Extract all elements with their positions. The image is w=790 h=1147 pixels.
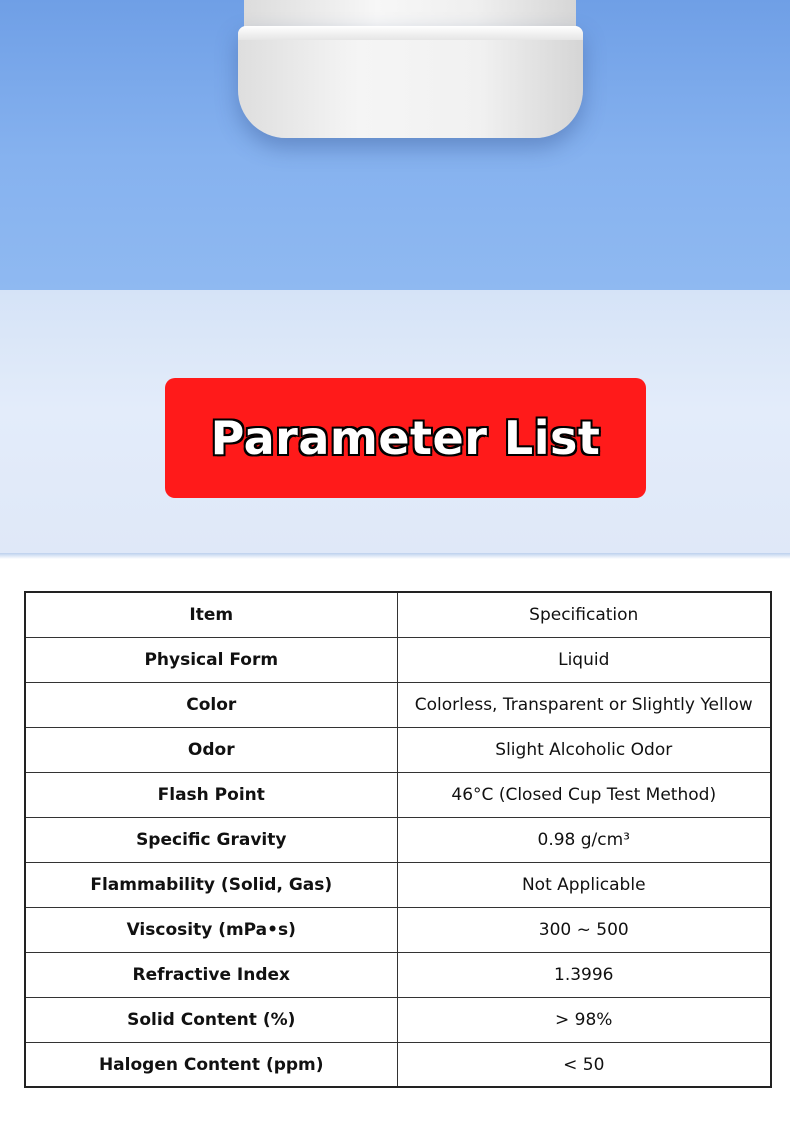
title-banner	[165, 378, 646, 498]
parameter-table-container	[24, 591, 770, 1088]
table-row	[25, 682, 771, 727]
row-spec: Not Applicable	[397, 862, 771, 907]
bottle-image	[238, 0, 583, 138]
bottle-cap-ridge	[238, 26, 583, 40]
row-spec: > 98%	[397, 997, 771, 1042]
row-spec: Liquid	[397, 637, 771, 682]
table-row	[25, 997, 771, 1042]
header-specification: Specification	[397, 592, 771, 637]
product-hero-image	[0, 0, 790, 290]
row-spec: Slight Alcoholic Odor	[397, 727, 771, 772]
row-item: Flammability (Solid, Gas)	[25, 862, 397, 907]
row-item: Solid Content (%)	[25, 997, 397, 1042]
page-title: Parameter List	[210, 411, 601, 465]
band-divider	[0, 553, 790, 559]
row-spec: Colorless, Transparent or Slightly Yellow	[397, 682, 771, 727]
row-item: Viscosity (mPa•s)	[25, 907, 397, 952]
table-row	[25, 727, 771, 772]
row-item: Refractive Index	[25, 952, 397, 997]
table-row	[25, 637, 771, 682]
table-row	[25, 907, 771, 952]
row-item: Odor	[25, 727, 397, 772]
table-row	[25, 862, 771, 907]
row-spec: 1.3996	[397, 952, 771, 997]
table-row	[25, 1042, 771, 1087]
row-spec: < 50	[397, 1042, 771, 1087]
table-header-row	[25, 592, 771, 637]
table-row	[25, 952, 771, 997]
row-spec: 300 ~ 500	[397, 907, 771, 952]
row-spec: 0.98 g/cm³	[397, 817, 771, 862]
row-item: Flash Point	[25, 772, 397, 817]
table-row	[25, 772, 771, 817]
row-item: Color	[25, 682, 397, 727]
parameter-table	[24, 591, 772, 1088]
row-item: Specific Gravity	[25, 817, 397, 862]
bottle-cap	[238, 26, 583, 138]
row-item: Physical Form	[25, 637, 397, 682]
row-spec: 46°C (Closed Cup Test Method)	[397, 772, 771, 817]
table-row	[25, 817, 771, 862]
row-item: Halogen Content (ppm)	[25, 1042, 397, 1087]
header-item: Item	[25, 592, 397, 637]
